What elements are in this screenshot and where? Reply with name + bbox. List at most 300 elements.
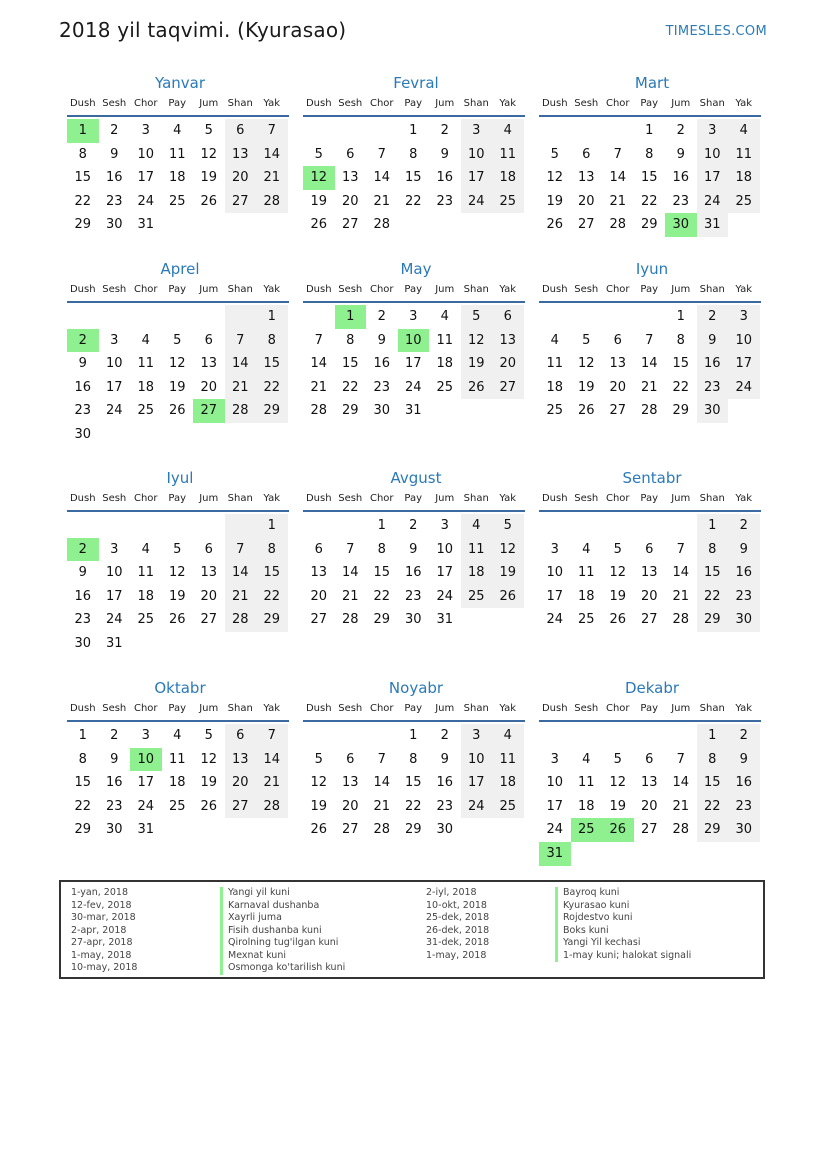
day-cell[interactable]: 24 (461, 190, 493, 214)
day-cell[interactable]: 25 (492, 190, 524, 214)
day-cell[interactable]: 10 (546, 565, 564, 581)
day-cell[interactable]: 27 (310, 612, 328, 628)
day-cell[interactable]: 8 (78, 751, 87, 767)
day-cell[interactable]: 6 (582, 146, 591, 162)
day-cell[interactable]: 19 (546, 193, 564, 209)
day-cell[interactable]: 30 (404, 612, 422, 628)
day-cell[interactable]: 1 (676, 309, 685, 324)
day-cell[interactable]: 12 (609, 565, 627, 581)
day-cell[interactable]: 26 (310, 822, 328, 838)
day-cell[interactable]: 24 (105, 612, 123, 628)
day-cell[interactable]: 28 (225, 399, 257, 423)
day-cell[interactable]: 11 (546, 356, 564, 372)
day-cell[interactable]: 5 (204, 123, 213, 138)
day-cell[interactable]: 1 (645, 123, 654, 138)
day-cell[interactable]: 19 (310, 798, 328, 814)
day-cell[interactable]: 19 (200, 775, 218, 791)
day-cell[interactable]: 18 (461, 561, 493, 585)
day-cell[interactable]: 12 (609, 775, 627, 791)
day-cell[interactable]: 7 (645, 332, 654, 348)
day-cell[interactable]: 16 (74, 379, 92, 395)
day-cell[interactable]: 12 (461, 329, 493, 353)
day-cell[interactable]: 31 (436, 612, 454, 628)
day-cell[interactable]: 26 (168, 403, 186, 419)
day-cell[interactable]: 9 (110, 146, 119, 162)
day-cell[interactable]: 17 (546, 588, 564, 604)
day-cell[interactable]: 25 (436, 379, 454, 395)
day-cell[interactable]: 5 (314, 146, 323, 162)
day-cell[interactable]: 29 (672, 403, 690, 419)
day-cell[interactable]: 6 (225, 724, 257, 748)
day-cell[interactable]: 14 (256, 748, 288, 772)
day-cell[interactable]: 4 (550, 332, 559, 348)
day-cell[interactable]: 26 (200, 193, 218, 209)
day-cell[interactable]: 29 (697, 608, 729, 632)
day-cell[interactable]: 12 (168, 356, 186, 372)
day-cell[interactable]: 3 (409, 309, 418, 324)
day-cell[interactable]: 18 (577, 798, 595, 814)
day-cell[interactable]: 19 (577, 379, 595, 395)
day-cell[interactable]: 18 (728, 166, 760, 190)
day-cell[interactable]: 25 (577, 612, 595, 628)
day-cell[interactable]: 23 (728, 795, 760, 819)
day-cell[interactable]: 16 (105, 170, 123, 186)
day-cell[interactable]: 25 (492, 795, 524, 819)
day-cell[interactable]: 23 (373, 379, 391, 395)
day-cell[interactable]: 20 (341, 798, 359, 814)
day-cell[interactable]: 22 (404, 798, 422, 814)
day-cell[interactable]: 9 (440, 146, 449, 162)
day-cell[interactable]: 13 (310, 565, 328, 581)
day-cell[interactable]: 9 (377, 332, 386, 348)
day-cell[interactable]: 25 (168, 798, 186, 814)
day-cell[interactable]: 16 (728, 771, 760, 795)
day-cell[interactable]: 20 (640, 798, 658, 814)
day-cell[interactable]: 17 (404, 356, 422, 372)
day-cell[interactable]: 4 (728, 119, 760, 143)
day-cell[interactable]: 17 (436, 565, 454, 581)
day-cell[interactable]: 13 (609, 356, 627, 372)
day-cell[interactable]: 12 (200, 751, 218, 767)
day-cell[interactable]: 9 (440, 751, 449, 767)
day-cell[interactable]: 13 (492, 329, 524, 353)
day-cell[interactable]: 18 (137, 379, 155, 395)
day-cell[interactable]: 30 (373, 403, 391, 419)
day-cell[interactable]: 17 (137, 170, 155, 186)
day-cell[interactable]: 14 (225, 561, 257, 585)
day-cell[interactable]: 28 (373, 217, 391, 233)
day-cell[interactable]: 14 (373, 775, 391, 791)
day-cell[interactable]: 16 (697, 352, 729, 376)
day-cell[interactable]: 20 (200, 588, 218, 604)
holiday-day-cell[interactable]: 1 (67, 119, 99, 143)
day-cell[interactable]: 21 (256, 771, 288, 795)
day-cell[interactable]: 14 (609, 170, 627, 186)
day-cell[interactable]: 11 (577, 775, 595, 791)
day-cell[interactable]: 21 (640, 379, 658, 395)
day-cell[interactable]: 11 (492, 143, 524, 167)
day-cell[interactable]: 28 (640, 403, 658, 419)
day-cell[interactable]: 13 (200, 356, 218, 372)
holiday-day-cell[interactable]: 1 (335, 305, 367, 329)
day-cell[interactable]: 19 (609, 588, 627, 604)
day-cell[interactable]: 17 (105, 379, 123, 395)
day-cell[interactable]: 19 (168, 588, 186, 604)
day-cell[interactable]: 26 (310, 217, 328, 233)
day-cell[interactable]: 9 (728, 748, 760, 772)
day-cell[interactable]: 2 (440, 728, 449, 743)
day-cell[interactable]: 4 (141, 541, 150, 557)
day-cell[interactable]: 23 (404, 588, 422, 604)
holiday-day-cell[interactable]: 26 (602, 818, 634, 842)
day-cell[interactable]: 7 (256, 724, 288, 748)
day-cell[interactable]: 27 (640, 822, 658, 838)
day-cell[interactable]: 13 (640, 565, 658, 581)
day-cell[interactable]: 8 (645, 146, 654, 162)
day-cell[interactable]: 6 (204, 541, 213, 557)
day-cell[interactable]: 2 (110, 123, 119, 138)
day-cell[interactable]: 6 (204, 332, 213, 348)
day-cell[interactable]: 7 (377, 146, 386, 162)
day-cell[interactable]: 8 (409, 751, 418, 767)
day-cell[interactable]: 6 (225, 119, 257, 143)
day-cell[interactable]: 14 (310, 356, 328, 372)
day-cell[interactable]: 16 (74, 588, 92, 604)
holiday-day-cell[interactable]: 30 (665, 213, 697, 237)
day-cell[interactable]: 29 (256, 399, 288, 423)
holiday-day-cell[interactable]: 12 (303, 166, 335, 190)
day-cell[interactable]: 18 (137, 588, 155, 604)
day-cell[interactable]: 21 (609, 193, 627, 209)
holiday-day-cell[interactable]: 2 (67, 538, 99, 562)
day-cell[interactable]: 14 (225, 352, 257, 376)
day-cell[interactable]: 23 (105, 193, 123, 209)
day-cell[interactable]: 16 (672, 170, 690, 186)
day-cell[interactable]: 15 (404, 775, 422, 791)
day-cell[interactable]: 2 (409, 518, 418, 533)
day-cell[interactable]: 11 (461, 538, 493, 562)
day-cell[interactable]: 20 (225, 771, 257, 795)
day-cell[interactable]: 24 (105, 403, 123, 419)
day-cell[interactable]: 22 (74, 193, 92, 209)
day-cell[interactable]: 8 (256, 538, 288, 562)
day-cell[interactable]: 30 (74, 635, 92, 651)
day-cell[interactable]: 24 (436, 588, 454, 604)
day-cell[interactable]: 22 (404, 193, 422, 209)
day-cell[interactable]: 5 (204, 728, 213, 743)
day-cell[interactable]: 27 (640, 612, 658, 628)
day-cell[interactable]: 9 (409, 541, 418, 557)
day-cell[interactable]: 8 (409, 146, 418, 162)
day-cell[interactable]: 30 (728, 818, 760, 842)
day-cell[interactable]: 10 (105, 356, 123, 372)
day-cell[interactable]: 13 (341, 775, 359, 791)
day-cell[interactable]: 11 (492, 748, 524, 772)
day-cell[interactable]: 13 (225, 143, 257, 167)
day-cell[interactable]: 17 (728, 352, 760, 376)
day-cell[interactable]: 10 (436, 541, 454, 557)
holiday-day-cell[interactable]: 27 (193, 399, 225, 423)
day-cell[interactable]: 3 (550, 751, 559, 767)
day-cell[interactable]: 5 (173, 541, 182, 557)
day-cell[interactable]: 16 (105, 775, 123, 791)
day-cell[interactable]: 1 (256, 305, 288, 329)
day-cell[interactable]: 6 (346, 751, 355, 767)
day-cell[interactable]: 20 (609, 379, 627, 395)
day-cell[interactable]: 6 (492, 305, 524, 329)
day-cell[interactable]: 1 (377, 518, 386, 533)
day-cell[interactable]: 10 (697, 143, 729, 167)
day-cell[interactable]: 20 (577, 193, 595, 209)
day-cell[interactable]: 19 (461, 352, 493, 376)
day-cell[interactable]: 30 (105, 217, 123, 233)
day-cell[interactable]: 1 (409, 123, 418, 138)
day-cell[interactable]: 10 (105, 565, 123, 581)
day-cell[interactable]: 11 (436, 332, 454, 348)
day-cell[interactable]: 19 (310, 193, 328, 209)
day-cell[interactable]: 3 (141, 123, 150, 138)
day-cell[interactable]: 2 (440, 123, 449, 138)
day-cell[interactable]: 4 (582, 541, 591, 557)
day-cell[interactable]: 3 (461, 119, 493, 143)
day-cell[interactable]: 27 (225, 795, 257, 819)
day-cell[interactable]: 15 (74, 775, 92, 791)
day-cell[interactable]: 22 (256, 376, 288, 400)
day-cell[interactable]: 5 (314, 751, 323, 767)
day-cell[interactable]: 16 (373, 356, 391, 372)
holiday-day-cell[interactable]: 31 (539, 842, 571, 866)
day-cell[interactable]: 28 (225, 608, 257, 632)
holiday-day-cell[interactable]: 10 (398, 329, 430, 353)
day-cell[interactable]: 31 (137, 822, 155, 838)
day-cell[interactable]: 11 (137, 565, 155, 581)
day-cell[interactable]: 15 (697, 771, 729, 795)
day-cell[interactable]: 7 (346, 541, 355, 557)
day-cell[interactable]: 12 (310, 775, 328, 791)
day-cell[interactable]: 21 (373, 193, 391, 209)
day-cell[interactable]: 21 (225, 585, 257, 609)
day-cell[interactable]: 23 (105, 798, 123, 814)
day-cell[interactable]: 25 (137, 612, 155, 628)
day-cell[interactable]: 28 (672, 822, 690, 838)
day-cell[interactable]: 9 (110, 751, 119, 767)
day-cell[interactable]: 21 (225, 376, 257, 400)
day-cell[interactable]: 24 (404, 379, 422, 395)
day-cell[interactable]: 15 (697, 561, 729, 585)
day-cell[interactable]: 23 (74, 612, 92, 628)
day-cell[interactable]: 16 (436, 170, 454, 186)
day-cell[interactable]: 9 (78, 565, 87, 581)
day-cell[interactable]: 28 (672, 612, 690, 628)
day-cell[interactable]: 28 (341, 612, 359, 628)
day-cell[interactable]: 31 (404, 403, 422, 419)
day-cell[interactable]: 7 (613, 146, 622, 162)
day-cell[interactable]: 5 (582, 332, 591, 348)
day-cell[interactable]: 27 (341, 217, 359, 233)
day-cell[interactable]: 26 (492, 585, 524, 609)
day-cell[interactable]: 20 (225, 166, 257, 190)
day-cell[interactable]: 24 (546, 822, 564, 838)
day-cell[interactable]: 7 (314, 332, 323, 348)
day-cell[interactable]: 2 (728, 724, 760, 748)
day-cell[interactable]: 15 (256, 352, 288, 376)
day-cell[interactable]: 7 (676, 541, 685, 557)
day-cell[interactable]: 6 (613, 332, 622, 348)
day-cell[interactable]: 27 (492, 376, 524, 400)
day-cell[interactable]: 5 (461, 305, 493, 329)
day-cell[interactable]: 31 (137, 217, 155, 233)
day-cell[interactable]: 12 (546, 170, 564, 186)
day-cell[interactable]: 23 (672, 193, 690, 209)
day-cell[interactable]: 15 (404, 170, 422, 186)
day-cell[interactable]: 18 (168, 775, 186, 791)
day-cell[interactable]: 7 (225, 538, 257, 562)
day-cell[interactable]: 18 (168, 170, 186, 186)
day-cell[interactable]: 1 (697, 724, 729, 748)
day-cell[interactable]: 10 (461, 143, 493, 167)
day-cell[interactable]: 21 (672, 798, 690, 814)
day-cell[interactable]: 7 (377, 751, 386, 767)
day-cell[interactable]: 22 (74, 798, 92, 814)
day-cell[interactable]: 7 (256, 119, 288, 143)
day-cell[interactable]: 12 (577, 356, 595, 372)
day-cell[interactable]: 3 (141, 728, 150, 743)
day-cell[interactable]: 28 (256, 795, 288, 819)
day-cell[interactable]: 12 (200, 146, 218, 162)
day-cell[interactable]: 15 (672, 356, 690, 372)
day-cell[interactable]: 21 (341, 588, 359, 604)
day-cell[interactable]: 27 (200, 612, 218, 628)
day-cell[interactable]: 13 (640, 775, 658, 791)
day-cell[interactable]: 1 (409, 728, 418, 743)
day-cell[interactable]: 18 (546, 379, 564, 395)
day-cell[interactable]: 30 (436, 822, 454, 838)
day-cell[interactable]: 3 (440, 518, 449, 533)
day-cell[interactable]: 14 (373, 170, 391, 186)
day-cell[interactable]: 9 (697, 329, 729, 353)
day-cell[interactable]: 20 (341, 193, 359, 209)
day-cell[interactable]: 13 (225, 748, 257, 772)
day-cell[interactable]: 11 (168, 751, 186, 767)
day-cell[interactable]: 24 (546, 612, 564, 628)
day-cell[interactable]: 27 (577, 217, 595, 233)
day-cell[interactable]: 17 (697, 166, 729, 190)
day-cell[interactable]: 12 (168, 565, 186, 581)
day-cell[interactable]: 18 (492, 771, 524, 795)
day-cell[interactable]: 26 (200, 798, 218, 814)
day-cell[interactable]: 27 (341, 822, 359, 838)
day-cell[interactable]: 3 (110, 541, 119, 557)
day-cell[interactable]: 15 (373, 565, 391, 581)
day-cell[interactable]: 21 (373, 798, 391, 814)
day-cell[interactable]: 23 (74, 403, 92, 419)
day-cell[interactable]: 25 (461, 585, 493, 609)
day-cell[interactable]: 6 (645, 541, 654, 557)
day-cell[interactable]: 26 (461, 376, 493, 400)
day-cell[interactable]: 3 (728, 305, 760, 329)
day-cell[interactable]: 10 (546, 775, 564, 791)
day-cell[interactable]: 26 (609, 612, 627, 628)
day-cell[interactable]: 30 (105, 822, 123, 838)
day-cell[interactable]: 8 (377, 541, 386, 557)
day-cell[interactable]: 2 (676, 123, 685, 138)
day-cell[interactable]: 3 (550, 541, 559, 557)
day-cell[interactable]: 19 (492, 561, 524, 585)
day-cell[interactable]: 7 (225, 329, 257, 353)
day-cell[interactable]: 21 (310, 379, 328, 395)
day-cell[interactable]: 4 (173, 728, 182, 743)
day-cell[interactable]: 11 (728, 143, 760, 167)
day-cell[interactable]: 4 (461, 514, 493, 538)
day-cell[interactable]: 11 (168, 146, 186, 162)
day-cell[interactable]: 19 (609, 798, 627, 814)
day-cell[interactable]: 14 (640, 356, 658, 372)
day-cell[interactable]: 18 (577, 588, 595, 604)
day-cell[interactable]: 29 (256, 608, 288, 632)
day-cell[interactable]: 1 (697, 514, 729, 538)
day-cell[interactable]: 1 (256, 514, 288, 538)
day-cell[interactable]: 5 (492, 514, 524, 538)
day-cell[interactable]: 24 (137, 193, 155, 209)
day-cell[interactable]: 2 (697, 305, 729, 329)
day-cell[interactable]: 24 (728, 376, 760, 400)
day-cell[interactable]: 16 (436, 775, 454, 791)
holiday-day-cell[interactable]: 25 (571, 818, 603, 842)
day-cell[interactable]: 8 (78, 146, 87, 162)
day-cell[interactable]: 9 (728, 538, 760, 562)
day-cell[interactable]: 19 (200, 170, 218, 186)
day-cell[interactable]: 14 (672, 565, 690, 581)
day-cell[interactable]: 3 (697, 119, 729, 143)
day-cell[interactable]: 20 (492, 352, 524, 376)
day-cell[interactable]: 20 (200, 379, 218, 395)
day-cell[interactable]: 15 (74, 170, 92, 186)
day-cell[interactable]: 5 (613, 751, 622, 767)
day-cell[interactable]: 22 (373, 588, 391, 604)
day-cell[interactable]: 26 (546, 217, 564, 233)
day-cell[interactable]: 22 (697, 795, 729, 819)
day-cell[interactable]: 20 (310, 588, 328, 604)
day-cell[interactable]: 9 (676, 146, 685, 162)
day-cell[interactable]: 7 (676, 751, 685, 767)
day-cell[interactable]: 5 (613, 541, 622, 557)
day-cell[interactable]: 26 (577, 403, 595, 419)
day-cell[interactable]: 21 (672, 588, 690, 604)
day-cell[interactable]: 3 (110, 332, 119, 348)
day-cell[interactable]: 16 (728, 561, 760, 585)
holiday-day-cell[interactable]: 2 (67, 329, 99, 353)
day-cell[interactable]: 28 (310, 403, 328, 419)
day-cell[interactable]: 31 (697, 213, 729, 237)
day-cell[interactable]: 9 (78, 356, 87, 372)
day-cell[interactable]: 16 (404, 565, 422, 581)
day-cell[interactable]: 22 (341, 379, 359, 395)
day-cell[interactable]: 11 (577, 565, 595, 581)
day-cell[interactable]: 14 (341, 565, 359, 581)
day-cell[interactable]: 8 (256, 329, 288, 353)
day-cell[interactable]: 2 (728, 514, 760, 538)
day-cell[interactable]: 5 (173, 332, 182, 348)
day-cell[interactable]: 8 (346, 332, 355, 348)
day-cell[interactable]: 4 (141, 332, 150, 348)
day-cell[interactable]: 15 (256, 561, 288, 585)
day-cell[interactable]: 17 (461, 771, 493, 795)
day-cell[interactable]: 4 (492, 119, 524, 143)
day-cell[interactable]: 17 (137, 775, 155, 791)
day-cell[interactable]: 31 (105, 635, 123, 651)
day-cell[interactable]: 23 (436, 193, 454, 209)
day-cell[interactable]: 29 (640, 217, 658, 233)
